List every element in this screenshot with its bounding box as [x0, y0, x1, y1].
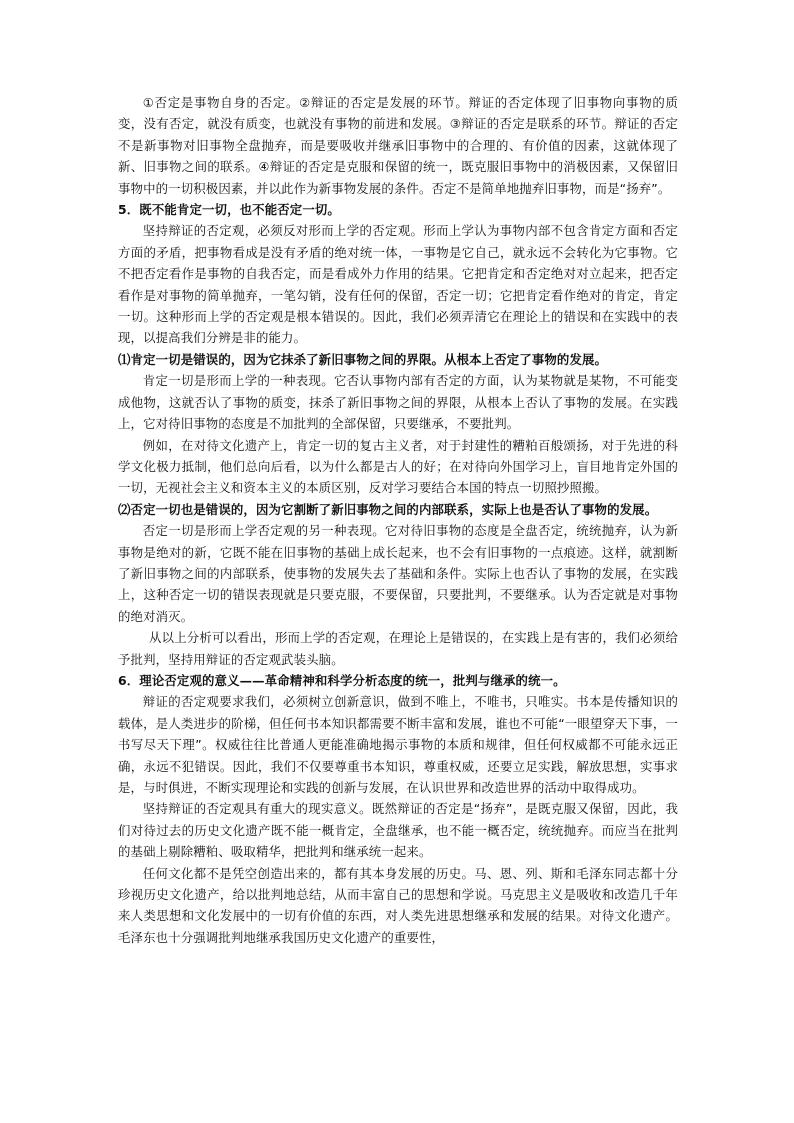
- paragraph-oppose-metaphysics: 坚持辩证的否定观，必须反对形而上学的否定观。形而上学认为事物内部不包含肯定方面和否定方面的矛盾，把事物看成是没有矛盾的绝对统一体，一事物是它自己，就永远不会转化为它事物。它不把否定看作是事物的自我否定，而是看成外力作用的结果。它把肯定和否定绝对对立起来，把否定看作是对事物的简单抛弃，一笔勾销，没有任何的保留，否定一切；它把肯定看作绝对的肯定，肯定一切。这种形而上学的否定观是根本错误的。因此，我们必须弄清它在理论上的错误和在实践中的表现，以提高我们分辨是非的能力。: [118, 223, 678, 346]
- paragraph-example-cultural-heritage: 例如，在对待文化遗产上，肯定一切的复古主义者，对于封建性的糟粕百般颂扬，对于先进的科学文化极力抵制，他们总向后看，以为什么都是古人的好；在对待向外国学习上，盲目地肯定外国的一切，无视社会主义和资本主义的本质区别，反对学习要结合本国的特点一切照抄照搬。: [118, 437, 678, 496]
- section-heading-5: 5．既不能肯定一切，也不能否定一切。: [118, 202, 340, 218]
- paragraph-negate-all: 否定一切是形而上学否定观的另一种表现。它对待旧事物的态度是全盘否定，统统抛弃，认为新事物是绝对的新，它既不能在旧事物的基础上成长起来，也不会有旧事物的一点痕迹。这样，就割断了新旧事物之间的内部联系，使事物的发展失去了基础和条件。实际上也否认了事物的发展，在实践上，这种否定一切的错误表现就是只要克服，不要保留，只要批判，不要继承。认为否定就是对事物的绝对消灭。: [118, 523, 678, 624]
- paragraph-practical-significance: 坚持辩证的否定观具有重大的现实意义。既然辩证的否定是“扬弃”，是既克服又保留，因此，我们对待过去的历史文化遗产既不能一概肯定，全盘继承，也不能一概否定，统统抛弃。而应当在批判的基础上剔除糟粕、吸取精华，把批判和继承统一起来。: [118, 801, 678, 860]
- paragraph-affirm-all: 肯定一切是形而上学的一种表现。它否认事物内部有否定的方面，认为某物就是某物，不可能变成他物，这就否认了事物的质变，抹杀了新旧事物之间的界限，从根本上否认了事物的发展。在实践上，它对待旧事物的态度是不加批判的全部保留，只要继承，不要批判。: [118, 373, 678, 432]
- section-heading-6: 6．理论否定观的意义——革命精神和科学分析态度的统一，批判与继承的统一。: [118, 672, 566, 688]
- subheading-negate-all: ⑵否定一切也是错误的，因为它割断了新旧事物之间的内部联系，实际上也是否认了事物的发展。: [118, 501, 658, 517]
- document-body: [118, 92, 678, 948]
- subheading-affirm-all: ⑴肯定一切是错误的，因为它抹杀了新旧事物之间的界限。从根本上否定了事物的发展。: [118, 351, 608, 367]
- paragraph-innovation: 辩证的否定观要求我们，必须树立创新意识，做到不唯上，不唯书，只唯实。书本是传播知识的载体，是人类进步的阶梯，但任何书本知识都需要不断丰富和发展，谁也不可能“一眼望穿天下事，一书写尽天下理”。权威往往比普通人更能准确地揭示事物的本质和规律，但任何权威都不可能永远正确，永远不犯错误。因此，我们不仅要尊重书本知识，尊重权威，还要立足实践，解放思想，实事求是，与时俱进，不断实现理论和实践的创新与发展，在认识世界和改造世界的活动中取得成功。: [118, 694, 678, 795]
- paragraph-culture-history: 任何文化都不是凭空创造出来的，都有其本身发展的历史。马、恩、列、斯和毛泽东同志都十分珍视历史文化遗产，给以批判地总结，从而丰富自己的思想和学说。马克思主义是吸收和改造几千年来人类思想和文化发展中的一切有价值的东西，对人类先进思想继承和发展的结果。对待文化遗产。毛泽东也十分强调批判地继承我国历史文化遗产的重要性，: [118, 865, 678, 945]
- paragraph-conclusion: 从以上分析可以看出，形而上学的否定观，在理论上是错误的，在实践上是有害的，我们必须给予批判，坚持用辩证的否定观武装头脑。: [118, 630, 678, 667]
- paragraph-dialectical-negation-points: ①否定是事物自身的否定。②辩证的否定是发展的环节。辩证的否定体现了旧事物向事物的质变，没有否定，就没有质变，也就没有事物的前进和发展。③辩证的否定是联系的环节。辩证的否定不是新事物对旧事物全盘抛弃，而是要吸收并继承旧事物中的合理的、有价值的因素，这就体现了新、旧事物之间的联系。④辩证的否定是克服和保留的统一，既克服旧事物中的消极因素，又保留旧事物中的一切积极因素，并以此作为新事物发展的条件。否定不是简单地抛弃旧事物，而是“扬弃”。: [118, 95, 678, 196]
